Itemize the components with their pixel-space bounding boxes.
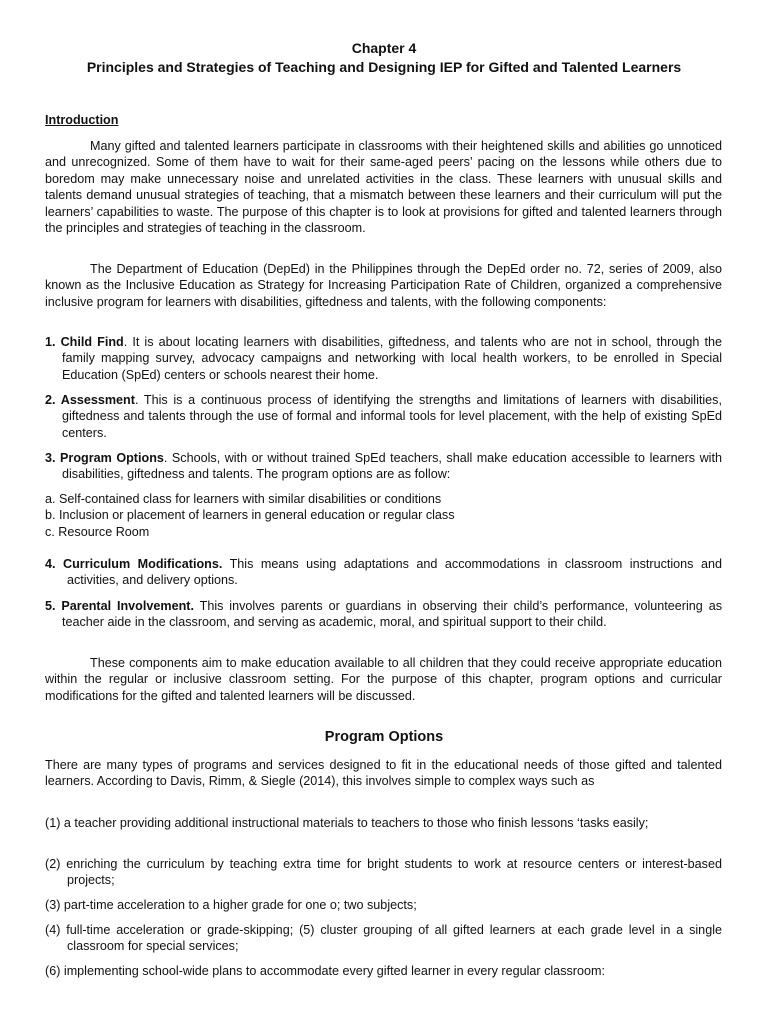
component-label: 2. Assessment [45, 393, 135, 407]
component-text: . Schools, with or without trained SpEd teachers, shall make education accessible to learners with disabilities, giftedness and talents. The program options are as follow: [62, 451, 722, 482]
program-list-item-2: (2) enriching the curriculum by teaching extra time for bright students to work at resource centers or interest-based projects; [45, 857, 722, 888]
closing-paragraph: These components aim to make education available to all children that they could receive appropriate education within the regular or inclusive classroom setting. For the purpose of this chapter, program options and curricular modifications for the gifted and talented learners will be discussed. [45, 656, 722, 703]
component-assessment [45, 392, 722, 441]
intro-paragraph-1: Many gifted and talented learners participate in classrooms with their heightened skills and abilities go unnoticed and unrecognized. Some of them have to wait for their same-aged peers’ pacing on the lessons while others due to boredom may make unnecessary noise and unrelated activities in the class. These learners with unusual skills and talents demand unusual strategies of teaching, that a mismatch between these learners and their curriculum will put the learners’ capabilities to waste. The purpose of this chapter is to look at provisions for gifted and talented learners through the principles and strategies of teaching in the classroom. [45, 139, 722, 236]
program-list-item-4: (4) full-time acceleration or grade-skipping; (5) cluster grouping of all gifted learners at each grade level in a single classroom for special services; [45, 923, 722, 954]
sub-option-a: a. Self-contained class for learners with similar disabilities or conditions [45, 492, 442, 506]
program-list-item-1: (1) a teacher providing additional instructional materials to teachers to those who finish lessons ‘tasks easily; [45, 816, 649, 830]
chapter-title: Principles and Strategies of Teaching and Designing IEP for Gifted and Talented Learners [86, 59, 682, 75]
component-child-find [45, 334, 722, 383]
component-text: . It is about locating learners with disabilities, giftedness, and talents who are not in school, through the family mapping survey, advocacy campaigns and networking with local health workers, to be enrolled in Special Education (SpEd) centers or schools nearest their home. [62, 335, 722, 382]
program-options-intro: There are many types of programs and services designed to fit in the educational needs of those gifted and talented learners. According to Davis, Rimm, & Siegle (2014), this involves simple to complex ways such as [45, 758, 722, 789]
program-list-item-3: (3) part-time acceleration to a higher grade for one o; two subjects; [45, 898, 417, 912]
intro-paragraph-2: The Department of Education (DepEd) in the Philippines through the DepEd order no. 72, series of 2009, also known as the Inclusive Education as Strategy for Increasing Participation Rate of Children, organized a comprehensive inclusive program for learners with disabilities, giftedness and talents, with the following components: [45, 262, 722, 309]
chapter-label: Chapter 4 [351, 40, 417, 56]
component-parental-involvement [45, 598, 722, 631]
program-list-item-6: (6) implementing school-wide plans to accommodate every gifted learner in every regular classroom: [45, 964, 605, 978]
component-label: 3. Program Options [45, 451, 164, 465]
component-text: This means using adaptations and accommodations in classroom instructions and activities, and delivery options. [67, 557, 722, 588]
sub-option-c: c. Resource Room [45, 525, 150, 539]
component-text: . This is a continuous process of identifying the strengths and limitations of learners with disabilities, giftedness and talents through the use of formal and informal tools for level placement, with the help of existing SpEd centers. [62, 393, 722, 440]
introduction-heading: Introduction [45, 113, 119, 127]
program-options-heading: Program Options [324, 729, 444, 745]
component-label: 5. Parental Involvement. [45, 599, 194, 613]
sub-option-b: b. Inclusion or placement of learners in general education or regular class [45, 508, 455, 522]
component-label: 1. Child Find [45, 335, 124, 349]
component-text: This involves parents or guardians in observing their child’s performance, volunteering as teacher aide in the classroom, and serving as academic, moral, and spiritual support to their child. [62, 599, 722, 630]
component-curriculum-modifications [45, 556, 722, 589]
component-program-options [45, 450, 722, 483]
component-label: 4. Curriculum Modifications. [45, 557, 223, 571]
